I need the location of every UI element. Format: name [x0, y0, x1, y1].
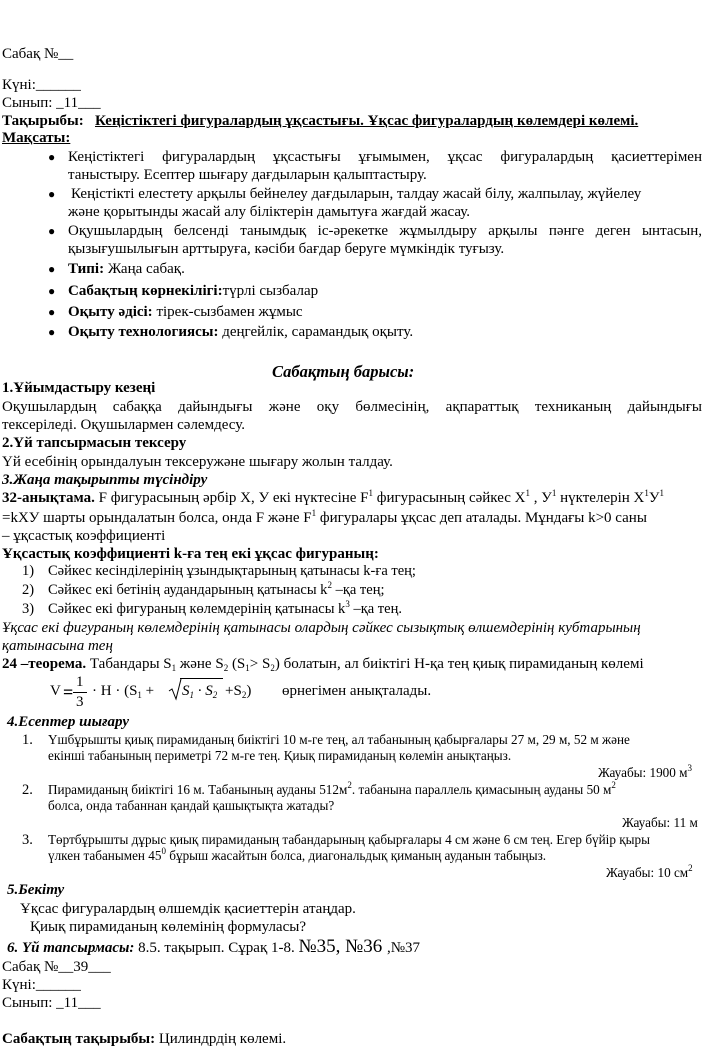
lesson-number: Сабақ №__	[2, 46, 74, 62]
problem-2-number: 2.	[22, 782, 33, 798]
lesson-2-grade: Сынып: _11___	[2, 995, 101, 1011]
bullet-icon: ●	[48, 262, 56, 276]
lesson-2-topic: Сабақтың тақырыбы: Цилиндрдің көлемі.	[2, 1031, 287, 1047]
coef-item-1-number: 1)	[22, 563, 35, 579]
coef-item-2-number: 2)	[22, 582, 35, 598]
problem-2-answer: Жауабы: 11 м	[622, 815, 698, 830]
bullet-icon: ●	[48, 305, 56, 319]
problem-3-number: 3.	[22, 832, 33, 848]
lesson-type: Типі: Жаңа сабақ.	[68, 261, 185, 277]
coef-item-1: Сәйкес кесінділерінің ұзындықтарының қатынасы k-ға тең;	[48, 563, 416, 579]
lesson-visuals: Сабақтың көрнекілігі:түрлі сызбалар	[68, 283, 319, 299]
teaching-method: Оқыту әдісі: тірек-сызбамен жұмыс	[68, 304, 303, 320]
topic-line	[2, 113, 638, 130]
definition-line-1: 32-анықтама. F фигурасының әрбір Х, У екі нүктесіне $F^1$ фигурасының сәйкес $Х^1$ , $У^1$ нүктелерін $Х^1У^1$	[2, 488, 665, 506]
definition-line-2: =kХУ шарты орындалатын болса, онда F және $F^1$ фигуралары ұқсас деп аталады. Мұндағы k>0 саны	[2, 508, 647, 526]
lesson-date: Күні:______	[2, 77, 81, 93]
stage-3-title: 3.Жаңа тақырыпты түсіндіру	[2, 472, 208, 488]
goal-3-line-1: Оқушылардың белсенді танымдық іс-әрекетке жұмылдыру арқылы пәнге деген ынтасын,	[68, 223, 702, 239]
topic-text: Кеңістіктегі фигуралардың ұқсастығы. Ұқсас фигуралардың көлемдері көлемі.	[95, 113, 639, 129]
lesson-grade: Сынып: _11___	[2, 95, 101, 111]
problem-2-line-1: Пирамиданың биіктігі 16 м. Табанының ауданы $512м^2$. табанына параллель қимасының ауданы 50 $м^2$	[48, 780, 616, 797]
lesson-2-number: Сабақ №__39___	[2, 959, 111, 975]
goal-2-line-2: және қорытынды жасай алу біліктерін дамытуға жағдай жасау.	[68, 204, 470, 220]
stage-5-question-1: Ұқсас фигуралардың өлшемдік қасиеттерін атаңдар.	[20, 901, 356, 917]
volume-ratio-line-1: Ұқсас екі фигураның көлемдерінің қатынасы олардың сәйкес сызықтық өлшемдерінің кубтарының	[2, 620, 641, 636]
stage-2-title: 2.Үй тапсырмасын тексеру	[2, 435, 187, 451]
bullet-icon: ●	[48, 284, 56, 298]
bullet-icon: ●	[48, 325, 56, 339]
stage-2-line-1: Үй есебінің орындалуын тексеружәне шығару жолын талдау.	[2, 454, 393, 470]
bullet-icon: ●	[48, 224, 56, 238]
sqrt-symbol-icon	[168, 678, 182, 702]
problem-3-line-2: үлкен табанымен $45^0$ бұрыш жасайтын болса, диагональдық қиманың ауданын табыңыз.	[48, 846, 547, 863]
problem-3-answer: Жауабы: 10 $см^2$	[606, 863, 693, 880]
bullet-icon: ●	[48, 187, 56, 201]
goal-3-line-2: қызығушылығын арттыруға, кәсіби бағдар беруге мүмкіндік туғызу.	[68, 241, 505, 257]
goals-label: Мақсаты:	[2, 130, 71, 146]
course-title: Сабақтың барысы:	[272, 362, 415, 381]
pyramid-volume-formula: V = 1 3 · $H \cdot (S_1$ + $S_1 \cdot S_2$ $+S_2$) өрнегімен анықталады.	[50, 674, 432, 710]
volume-ratio-line-2: қатынасына тең	[2, 638, 113, 654]
stage-5-question-2: Қиық пирамиданың көлемінің формуласы?	[30, 919, 306, 935]
coefficient-title: Ұқсастық коэффициенті k-ға тең екі ұқсас фигураның:	[2, 546, 379, 562]
goal-2-line-1: Кеңістікті елестету арқылы бейнелеу дағдыларын, талдау жасай білу, жалпылау, жүйелеу	[71, 186, 642, 202]
bullet-icon: ●	[48, 150, 56, 164]
stage-1-title: 1.Ұйымдастыру кезеңі	[2, 380, 156, 396]
problem-2-line-2: болса, онда табаннан қандай қашықтықта жатады?	[48, 798, 335, 813]
topic-label: Тақырыбы:	[2, 113, 84, 129]
problem-1-line-1: Үшбұрышты қиық пирамиданың биіктігі 10 м-ге тең, ал табанының қабырғалары 27 м, 29 м, 52 м және	[48, 732, 630, 747]
goal-1-line-2: таныстыру. Есептер шығару дағдыларын қалыптастыру.	[68, 167, 427, 183]
definition-line-3: – ұқсастық коэффициенті	[2, 528, 166, 544]
problem-1-line-2: екінші табанының периметрі 72 м-ге тең. Қиық пирамиданың көлемін анықтаңыз.	[48, 748, 512, 763]
stage-1-line-2: тексеріледі. Оқушылармен сәлемдесу.	[2, 417, 245, 433]
coef-item-3-number: 3)	[22, 601, 35, 617]
stage-5-title: 5.Бекіту	[7, 882, 65, 898]
teaching-technology: Оқыту технологиясы: деңгейлік, сарамандық оқыту.	[68, 324, 414, 340]
coef-item-2: Сәйкес екі бетінің аудандарының қатынасы $k^2$ –қа тең;	[48, 580, 385, 598]
stage-1-line-1: Оқушылардың сабаққа дайындығы және оқу бөлмесінің, ақпараттық техниканың дайындығы	[2, 399, 702, 415]
problem-1-number: 1.	[22, 732, 33, 748]
theorem-line: 24 –теорема. Табандары $S_1$ және $S_2$ $(S_1> S_2)$ болатын, ал биіктігі Н-қа тең қиық пирамиданың көлемі	[2, 656, 644, 673]
goal-1-line-1: Кеңістіктегі фигуралардың ұқсастығы ұғымымен, ұқсас фигуралардың қасиеттерімен	[68, 149, 702, 165]
homework-line: 6. Үй тапсырмасы: 8.5. тақырып. Сұрақ 1-8. №35, №36 ,№37	[7, 936, 421, 957]
stage-4-title: 4.Есептер шығару	[7, 714, 129, 730]
problem-1-answer: Жауабы: 1900 $м^3$	[598, 763, 692, 780]
problem-3-line-1: Төртбұрышты дұрыс қиық пирамиданың табандарының қабырғалары 4 см және 6 см тең. Егер бүйір қыры	[48, 832, 650, 847]
lesson-2-date: Күні:______	[2, 977, 81, 993]
coef-item-3: Сәйкес екі фигураның көлемдерінің қатынасы $k^3$ –қа тең.	[48, 599, 402, 617]
